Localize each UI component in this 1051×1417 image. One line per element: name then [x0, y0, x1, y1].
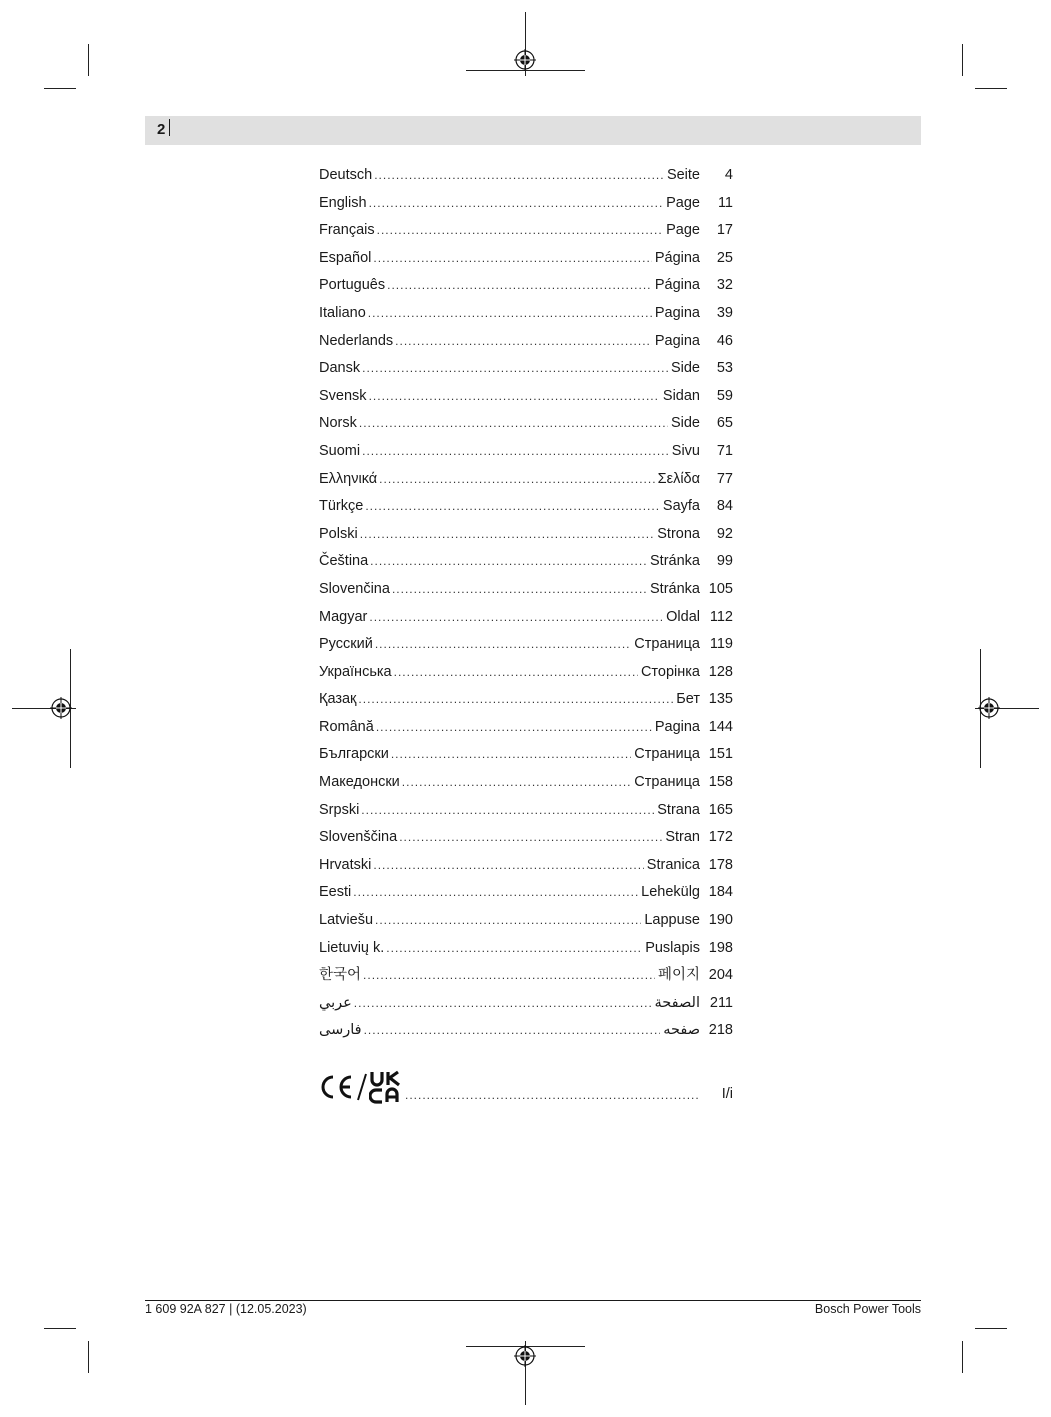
- document-number: 1 609 92A 827 | (12.05.2023): [145, 1302, 307, 1316]
- toc-page-number: 172: [708, 829, 733, 846]
- ce-ukca-mark: [319, 1070, 405, 1104]
- toc-page-word: Sivu: [671, 442, 700, 459]
- leader-dots: [359, 410, 668, 438]
- toc-page-number: 158: [708, 774, 733, 791]
- toc-page-word: Stranica: [646, 856, 700, 873]
- leader-dots: [373, 245, 651, 273]
- toc-entry[interactable]: [319, 604, 733, 632]
- toc-page-word: Бет: [676, 691, 700, 708]
- crop-mark: [44, 1328, 76, 1329]
- leader-dots: [395, 328, 652, 356]
- ce-mark-icon: [319, 1074, 355, 1100]
- toc-page-number: 211: [709, 994, 733, 1011]
- toc-page-number: 4: [724, 167, 733, 183]
- toc-language: Norsk: [319, 415, 357, 432]
- toc-entry[interactable]: [319, 907, 733, 935]
- toc-entry[interactable]: [319, 769, 733, 797]
- leader-dots: [362, 355, 668, 383]
- leader-dots: [362, 438, 669, 466]
- registration-target-icon: [514, 49, 536, 71]
- toc-page-number: 204: [708, 967, 733, 984]
- leader-dots: [373, 852, 643, 880]
- toc-page-number: 112: [709, 608, 733, 625]
- toc-language: Lietuvių k.: [319, 939, 385, 956]
- crop-mark: [962, 44, 963, 76]
- registration-target-icon: [514, 1345, 536, 1367]
- toc-page-number: 17: [716, 222, 733, 239]
- crop-mark: [962, 1341, 963, 1373]
- toc-language: Türkçe: [319, 498, 364, 515]
- toc-language: Македонски: [319, 774, 400, 791]
- toc-language: Slovenčina: [319, 580, 390, 597]
- toc-entry[interactable]: [319, 990, 733, 1018]
- toc-language: Deutsch: [319, 167, 373, 183]
- toc-language: Português: [319, 277, 386, 294]
- toc-page-word: Oldal: [666, 608, 700, 625]
- toc-page-number: 65: [716, 415, 733, 432]
- toc-page-number: 77: [716, 470, 733, 487]
- toc-entry[interactable]: [319, 245, 733, 273]
- toc-page-number: 198: [708, 939, 733, 956]
- leader-dots: [363, 962, 655, 990]
- toc-page-word: Pagina: [654, 332, 700, 349]
- toc-language: Latviešu: [319, 912, 374, 929]
- toc-language: Español: [319, 249, 372, 266]
- registration-target-icon: [978, 697, 1000, 719]
- toc-entry[interactable]: [319, 521, 733, 549]
- toc-language: Ελληνικά: [319, 470, 378, 487]
- toc-language: Polski: [319, 525, 358, 542]
- toc-entry[interactable]: [319, 410, 733, 438]
- toc-page-word: Stran: [665, 829, 700, 846]
- toc-language: Srpski: [319, 801, 360, 818]
- toc-language: English: [319, 194, 367, 211]
- registration-target-icon: [50, 697, 72, 719]
- toc-entry[interactable]: [319, 824, 733, 852]
- toc-page-number: 46: [716, 332, 733, 349]
- leader-dots: [374, 162, 664, 190]
- toc-page-word: Σελίδα: [657, 470, 700, 487]
- toc-page-number: 99: [716, 553, 733, 570]
- toc-entry[interactable]: [319, 962, 733, 990]
- toc-language: 한국어: [319, 967, 362, 984]
- leader-dots: [365, 493, 660, 521]
- leader-dots: [391, 741, 631, 769]
- leader-dots: [387, 272, 652, 300]
- crop-mark: [88, 1341, 89, 1373]
- toc-page-number: 105: [708, 580, 733, 597]
- ukca-mark-icon: [369, 1070, 405, 1104]
- toc-page-number: 151: [708, 746, 733, 763]
- toc-entry[interactable]: [319, 935, 733, 963]
- page-number-separator: [169, 119, 170, 136]
- leader-dots: [394, 659, 638, 687]
- toc-entry[interactable]: [319, 797, 733, 825]
- toc-page-word: Página: [654, 277, 700, 294]
- toc-page-number: 59: [716, 387, 733, 404]
- toc-page-word: Lehekülg: [641, 884, 700, 901]
- toc-entry[interactable]: [319, 659, 733, 687]
- leader-dots: [402, 769, 631, 797]
- toc-language: Slovenščina: [319, 829, 398, 846]
- toc-language: Українська: [319, 663, 392, 680]
- toc-entry[interactable]: [319, 1017, 733, 1045]
- toc-page-number: 165: [708, 801, 733, 818]
- leader-dots: [405, 1088, 700, 1104]
- toc-entry[interactable]: [319, 217, 733, 245]
- toc-page-number: 11: [717, 194, 733, 211]
- toc-language: عربي: [319, 994, 352, 1011]
- crop-mark: [44, 88, 76, 89]
- leader-dots: [392, 576, 647, 604]
- toc-page-word: Pagina: [654, 304, 700, 321]
- toc-language: Svensk: [319, 387, 367, 404]
- toc-entry[interactable]: [319, 686, 733, 714]
- toc-page-number: 71: [716, 442, 733, 459]
- leader-dots: [361, 797, 654, 825]
- toc-page-word: Sayfa: [662, 498, 700, 515]
- leader-dots: [376, 714, 652, 742]
- leader-dots: [375, 631, 631, 659]
- header-band: [145, 116, 921, 145]
- toc-page-word: Lappuse: [644, 912, 700, 929]
- toc-entry[interactable]: [319, 714, 733, 742]
- leader-dots: [379, 466, 654, 494]
- slash-icon: [355, 1072, 369, 1102]
- leader-dots: [370, 548, 647, 576]
- toc-entry[interactable]: [319, 328, 733, 356]
- toc-entry[interactable]: [319, 162, 733, 190]
- toc-page-number: 84: [716, 498, 733, 515]
- toc-page-word: Page: [666, 222, 700, 239]
- toc-language: Hrvatski: [319, 856, 372, 873]
- toc-page-number: 25: [716, 249, 733, 266]
- toc-language: Қазақ: [319, 691, 357, 708]
- toc-page-word: Side: [670, 360, 700, 377]
- brand-footer: Bosch Power Tools: [814, 1302, 921, 1316]
- toc-language: Dansk: [319, 360, 361, 377]
- toc-page-number: 32: [716, 277, 733, 294]
- toc-entry[interactable]: [319, 466, 733, 494]
- toc-page-word: Strana: [657, 801, 700, 818]
- toc-language: Eesti: [319, 884, 352, 901]
- leader-dots: [364, 1017, 661, 1045]
- crop-mark: [975, 88, 1007, 89]
- leader-dots: [360, 521, 655, 549]
- leader-dots: [399, 824, 662, 852]
- leader-dots: [369, 383, 660, 411]
- table-of-contents: [319, 162, 733, 1045]
- toc-entry[interactable]: [319, 383, 733, 411]
- toc-page-word: Pagina: [654, 718, 700, 735]
- toc-entry[interactable]: [319, 548, 733, 576]
- leader-dots: [377, 217, 664, 245]
- conformity-reference: I/i: [721, 1086, 733, 1102]
- leader-dots: [368, 300, 652, 328]
- toc-language: Română: [319, 718, 374, 735]
- toc-entry[interactable]: [319, 272, 733, 300]
- toc-entry[interactable]: [319, 631, 733, 659]
- toc-language: Русский: [319, 636, 373, 653]
- toc-page-number: 128: [708, 663, 733, 680]
- toc-language: Français: [319, 222, 375, 239]
- leader-dots: [353, 879, 638, 907]
- toc-language: Nederlands: [319, 332, 394, 349]
- toc-page-word: Puslapis: [645, 939, 700, 956]
- toc-page-number: 39: [716, 304, 733, 321]
- toc-language: فارسی: [319, 1022, 362, 1039]
- leader-dots: [369, 604, 663, 632]
- leader-dots: [386, 935, 642, 963]
- toc-page-word: صفحه: [663, 1022, 700, 1039]
- toc-page-number: 135: [708, 691, 733, 708]
- footer-rule: [145, 1300, 921, 1301]
- toc-page-word: Страница: [634, 774, 700, 791]
- leader-dots: [354, 990, 652, 1018]
- toc-page-number: 53: [716, 360, 733, 377]
- toc-page-word: 페이지: [657, 967, 700, 984]
- toc-page-number: 184: [708, 884, 733, 901]
- toc-page-word: Stránka: [650, 553, 700, 570]
- toc-entry[interactable]: [319, 879, 733, 907]
- toc-page-word: Сторінка: [640, 663, 700, 680]
- leader-dots: [375, 907, 641, 935]
- toc-entry[interactable]: [319, 852, 733, 880]
- toc-page-word: Página: [654, 249, 700, 266]
- toc-page-number: 92: [716, 525, 733, 542]
- toc-entry[interactable]: [319, 576, 733, 604]
- toc-page-word: Страница: [634, 636, 700, 653]
- toc-page-word: Stránka: [650, 580, 700, 597]
- toc-entry[interactable]: [319, 741, 733, 769]
- toc-entry[interactable]: [319, 493, 733, 521]
- toc-language: Magyar: [319, 608, 368, 625]
- crop-mark: [975, 1328, 1007, 1329]
- toc-page-word: Page: [666, 194, 700, 211]
- toc-language: Български: [319, 746, 389, 763]
- toc-page-word: Sidan: [662, 387, 700, 404]
- toc-language: Italiano: [319, 304, 366, 321]
- toc-page-word: Strona: [657, 525, 700, 542]
- toc-entry[interactable]: [319, 300, 733, 328]
- page-number: 2: [157, 121, 166, 138]
- toc-page-number: 178: [708, 856, 733, 873]
- toc-page-word: Страница: [634, 746, 700, 763]
- toc-page-word: Side: [670, 415, 700, 432]
- leader-dots: [369, 190, 664, 218]
- leader-dots: [358, 686, 673, 714]
- toc-page-number: 190: [708, 912, 733, 929]
- toc-page-word: الصفحة: [654, 994, 700, 1011]
- crop-mark: [88, 44, 89, 76]
- toc-language: Suomi: [319, 442, 361, 459]
- toc-page-number: 218: [708, 1022, 733, 1039]
- toc-entry[interactable]: [319, 190, 733, 218]
- toc-page-number: 119: [709, 636, 733, 653]
- toc-entry[interactable]: [319, 438, 733, 466]
- toc-entry[interactable]: [319, 355, 733, 383]
- toc-page-number: 144: [708, 718, 733, 735]
- toc-language: Čeština: [319, 553, 369, 570]
- conformity-marks-row: [319, 1068, 733, 1104]
- toc-page-word: Seite: [666, 167, 700, 183]
